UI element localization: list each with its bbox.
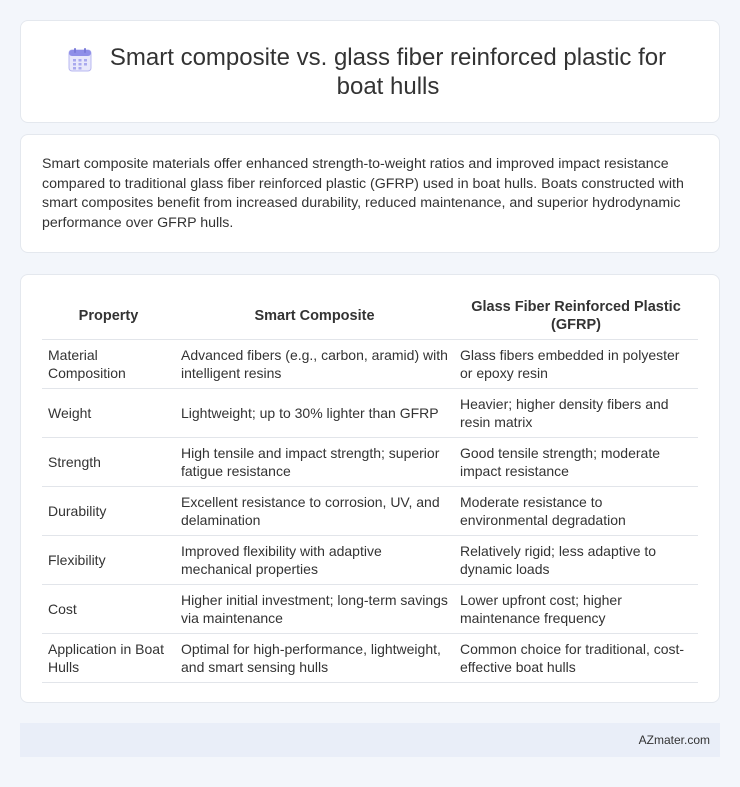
gfrp-cell: Glass fibers embedded in polyester or epoxy resin — [454, 339, 698, 388]
property-cell: Cost — [42, 584, 175, 633]
property-cell: Application in Boat Hulls — [42, 633, 175, 682]
gfrp-cell: Moderate resistance to environmental degradation — [454, 486, 698, 535]
table-row — [42, 339, 698, 388]
smart-composite-cell: Advanced fibers (e.g., carbon, aramid) with intelligent resins — [175, 339, 454, 388]
property-cell: Strength — [42, 437, 175, 486]
gfrp-cell: Lower upfront cost; higher maintenance frequency — [454, 584, 698, 633]
gfrp-cell: Good tensile strength; moderate impact resistance — [454, 437, 698, 486]
smart-composite-cell: High tensile and impact strength; superior fatigue resistance — [175, 437, 454, 486]
property-cell: Durability — [42, 486, 175, 535]
summary-text: Smart composite materials offer enhanced strength-to-weight ratios and improved impact resistance compared to traditional glass fiber reinforced plastic (GFRP) used in boat hulls. Boats constructed with smart composites benefit from increased durability, reduced maintenance, and superior hydrodynamic performance over GFRP hulls. — [42, 156, 684, 231]
table-row — [42, 486, 698, 535]
gfrp-cell: Common choice for traditional, cost-effective boat hulls — [454, 633, 698, 682]
smart-composite-cell: Higher initial investment; long-term savings via maintenance — [175, 584, 454, 633]
smart-composite-cell: Improved flexibility with adaptive mechanical properties — [175, 535, 454, 584]
footer — [20, 723, 720, 757]
header-gfrp: Glass Fiber Reinforced Plastic (GFRP) — [454, 297, 698, 339]
table-row — [42, 437, 698, 486]
table-row — [42, 535, 698, 584]
table-row — [42, 633, 698, 682]
smart-composite-cell: Lightweight; up to 30% lighter than GFRP — [175, 388, 454, 437]
table-row — [42, 388, 698, 437]
table-header-row — [42, 297, 698, 339]
property-cell: Material Composition — [42, 339, 175, 388]
title-wrap — [21, 21, 719, 122]
gfrp-cell: Relatively rigid; less adaptive to dynamic loads — [454, 535, 698, 584]
footer-site-link[interactable]: AZmater.com — [638, 733, 710, 747]
summary-card — [20, 134, 720, 253]
header-property: Property — [42, 297, 175, 339]
smart-composite-cell: Excellent resistance to corrosion, UV, and delamination — [175, 486, 454, 535]
smart-composite-cell: Optimal for high-performance, lightweight, and smart sensing hulls — [175, 633, 454, 682]
comparison-card — [20, 274, 720, 703]
gfrp-cell: Heavier; higher density fibers and resin matrix — [454, 388, 698, 437]
header-smart-composite: Smart Composite — [175, 297, 454, 339]
title-card — [20, 20, 720, 123]
property-cell: Flexibility — [42, 535, 175, 584]
page-title: Smart composite vs. glass fiber reinforced plastic for boat hulls — [109, 43, 667, 100]
comparison-table — [42, 297, 698, 683]
table-row — [42, 584, 698, 633]
property-cell: Weight — [42, 388, 175, 437]
calendar-icon — [67, 47, 93, 73]
